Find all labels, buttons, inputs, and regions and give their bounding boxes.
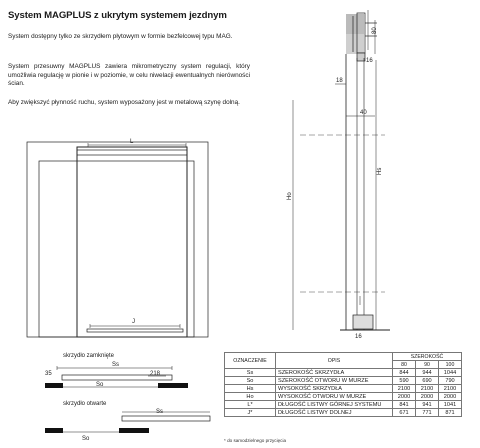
th-width: SZEROKOŚĆ	[393, 353, 462, 361]
closed-So-label: So	[96, 382, 104, 388]
row-value: 844	[393, 369, 416, 377]
th-width-80: 80	[393, 361, 416, 369]
wall-opening-outline	[27, 142, 208, 337]
open-Ss-label: Ss	[156, 409, 164, 415]
front-view	[27, 142, 208, 337]
row-value: 2000	[416, 393, 439, 401]
section-view	[293, 10, 390, 330]
row-value: 2000	[439, 393, 462, 401]
row-desc: SZEROKOŚĆ SKRZYDŁA	[276, 369, 393, 377]
row-desc: SZEROKOŚĆ OTWORU W MURZE	[276, 377, 393, 385]
row-code: Hs	[225, 385, 276, 393]
open-caption: skrzydło otwarte	[63, 401, 107, 407]
paragraph-regulation: System przesuwny MAGPLUS zawiera mikrometryczny system regulacji, który umożliwia regulację w pionie i w poziomie, w celu niwelacji ewentualnych nierówności ścian.	[8, 63, 250, 88]
dim-80-label: 80	[372, 27, 378, 34]
table-row	[225, 377, 462, 385]
table-row	[225, 385, 462, 393]
th-description: OPIS	[276, 353, 393, 369]
dim-Hs-label: Hs	[377, 167, 383, 175]
row-code: So	[225, 377, 276, 385]
row-code: L*	[225, 401, 276, 409]
row-code: Ho	[225, 393, 276, 401]
row-desc: DŁUGOŚĆ LISTWY GÓRNEJ SYSTEMU	[276, 401, 393, 409]
dim-40-label: 40	[360, 110, 367, 116]
page-title: System MAGPLUS z ukrytym systemem jezdnym	[8, 10, 227, 21]
row-value: 2000	[393, 393, 416, 401]
row-value: 2100	[393, 385, 416, 393]
row-value: 1041	[439, 401, 462, 409]
wall-inner-outline	[39, 161, 194, 337]
door-leaf	[77, 147, 187, 337]
top-rail	[77, 150, 187, 155]
dim-16b-label: 16	[355, 334, 362, 340]
row-value: 2100	[439, 385, 462, 393]
th-width-90: 90	[416, 361, 439, 369]
row-desc: DŁUGOŚĆ LISTWY DOLNEJ	[276, 409, 393, 417]
label-L: L	[130, 139, 134, 145]
ceiling-wall-hatch	[346, 14, 364, 34]
table-footnote: * do samodzielnego przycięcia	[224, 438, 287, 443]
closed-35-label: 35	[45, 371, 52, 377]
open-So-label: So	[82, 436, 90, 442]
bottom-rail	[87, 329, 183, 332]
dimension-table	[224, 352, 462, 417]
row-value: 690	[416, 377, 439, 385]
closed-Ss-label: Ss	[112, 362, 120, 368]
row-desc: WYSOKOŚĆ OTWORU W MURZE	[276, 393, 393, 401]
th-width-100: 100	[439, 361, 462, 369]
table-row	[225, 409, 462, 417]
th-designation: OZNACZENIE	[225, 353, 276, 369]
paragraph-availability: System dostępny tylko ze skrzydłem płytowym w formie bezfelcowej typu MAG.	[8, 33, 233, 40]
paragraph-rail: Aby zwiększyć płynność ruchu, system wyposażony jest w metalową szynę dolną.	[8, 99, 240, 106]
row-value: 590	[393, 377, 416, 385]
dim-16-label: 16	[366, 58, 373, 64]
row-value: 871	[439, 409, 462, 417]
row-value: 841	[393, 401, 416, 409]
label-J: J	[132, 319, 135, 325]
row-value: 671	[393, 409, 416, 417]
row-value: 944	[416, 369, 439, 377]
dim-18-label: 18	[336, 78, 343, 84]
row-value: 1044	[439, 369, 462, 377]
dim-Ho-label: Ho	[287, 192, 293, 200]
closed-plan	[45, 366, 188, 388]
row-value: 2100	[416, 385, 439, 393]
table-row	[225, 369, 462, 377]
row-code: Ss	[225, 369, 276, 377]
row-value: 941	[416, 401, 439, 409]
closed-caption: skrzydło zamknięte	[63, 353, 115, 359]
row-value: 771	[416, 409, 439, 417]
row-desc: WYSOKOŚĆ SKRZYDŁA	[276, 385, 393, 393]
table-row	[225, 393, 462, 401]
closed-218-label: 218	[150, 371, 161, 377]
table-row	[225, 401, 462, 409]
row-value: 790	[439, 377, 462, 385]
open-plan	[45, 412, 210, 433]
row-code: J*	[225, 409, 276, 417]
